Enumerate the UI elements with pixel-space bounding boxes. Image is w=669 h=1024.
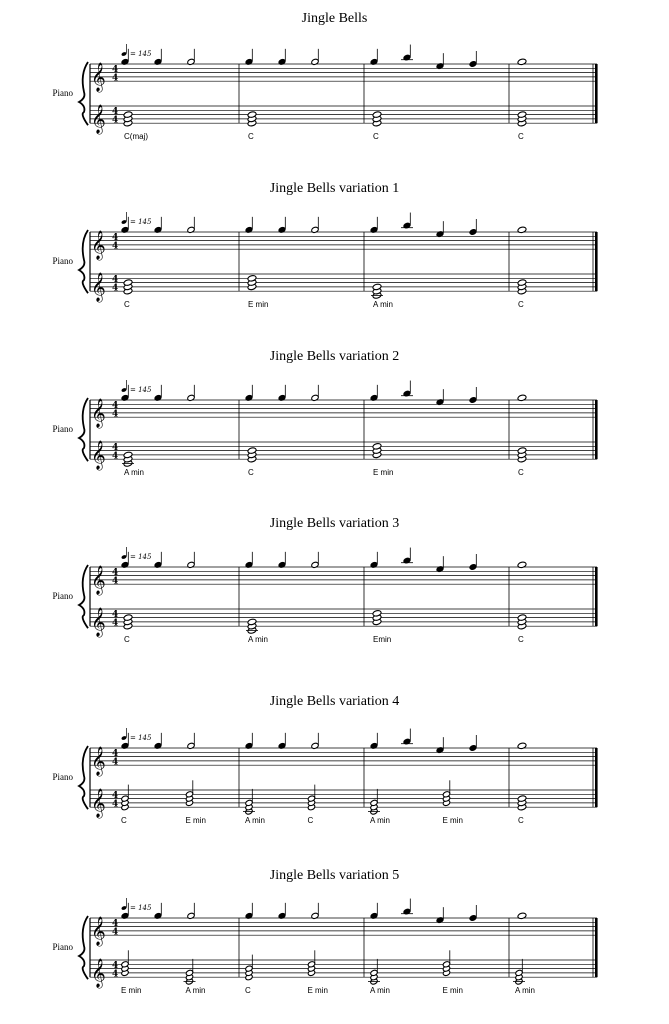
time-signature-bottom: 4: [112, 576, 119, 587]
instrument-label: Piano: [52, 256, 73, 266]
chord-label: C: [307, 816, 314, 826]
final-barline-thick: [595, 748, 598, 807]
instrument-label: Piano: [52, 88, 73, 98]
tempo-marking: [121, 898, 152, 912]
tempo-value: = 145: [130, 734, 152, 742]
time-signature-bottom: 4: [112, 283, 119, 294]
chord-label: C: [518, 816, 524, 826]
time-signature-bottom: 4: [112, 73, 119, 84]
piece-title: Jingle Bells: [301, 11, 368, 26]
tempo-value: = 145: [130, 553, 152, 561]
treble-clef-icon: 𝄞: [91, 607, 106, 637]
treble-clef-icon: 𝄞: [91, 398, 106, 428]
piece-title: Jingle Bells variation 2: [269, 349, 400, 364]
chord-label: C: [373, 132, 379, 142]
time-signature-top: 4: [112, 275, 119, 286]
chord-label: C: [248, 468, 254, 478]
time-signature-top: 4: [112, 749, 119, 760]
chord-label: Emin: [373, 635, 392, 645]
chord-label: C: [518, 468, 524, 478]
final-barline-thick: [595, 232, 598, 291]
system: [52, 694, 597, 825]
chord-label: A min: [370, 816, 391, 826]
chord-label: C: [518, 132, 524, 142]
chord-label: E min: [248, 300, 269, 310]
treble-clef-icon: 𝄞: [91, 916, 106, 946]
system: [52, 11, 597, 141]
piano-brace-icon: [79, 398, 88, 461]
piece-title: Jingle Bells variation 1: [269, 181, 400, 196]
tempo-marking: [121, 547, 152, 561]
melody-note: [517, 742, 526, 749]
tempo-marking: [121, 728, 152, 742]
tempo-value: = 145: [130, 904, 152, 912]
piece-title: Jingle Bells variation 5: [269, 868, 400, 883]
treble-clef-icon: 𝄞: [91, 440, 106, 470]
time-signature-bottom: 4: [112, 115, 119, 126]
piece-title: Jingle Bells variation 3: [269, 516, 400, 531]
time-signature-bottom: 4: [112, 757, 119, 768]
final-barline-thick: [595, 567, 598, 626]
time-signature-bottom: 4: [112, 799, 119, 810]
treble-clef-icon: 𝄞: [91, 746, 106, 776]
time-signature-bottom: 4: [112, 241, 119, 252]
melody-note: [517, 58, 526, 65]
chord-label: A min: [245, 816, 266, 826]
tempo-marking: [121, 380, 152, 394]
treble-clef-icon: 𝄞: [91, 788, 106, 818]
piano-brace-icon: [79, 746, 88, 809]
chord-label: E min: [121, 986, 142, 996]
instrument-label: Piano: [52, 772, 73, 782]
chord-label: C(maj): [124, 132, 148, 142]
system: [52, 349, 597, 477]
piano-brace-icon: [79, 230, 88, 293]
chord-label: C: [124, 300, 130, 310]
tempo-marking: [121, 44, 152, 58]
treble-clef-icon: 𝄞: [91, 62, 106, 92]
chord-label: A min: [124, 468, 145, 478]
time-signature-top: 4: [112, 791, 119, 802]
treble-clef-icon: 𝄞: [91, 230, 106, 260]
melody-note: [517, 561, 526, 568]
system: [52, 181, 597, 309]
chord-label: C: [248, 132, 254, 142]
melody-note: [517, 226, 526, 233]
chord-label: E min: [442, 816, 463, 826]
time-signature-top: 4: [112, 919, 119, 930]
chord-label: A min: [373, 300, 394, 310]
chord-label: C: [121, 816, 127, 826]
time-signature-bottom: 4: [112, 618, 119, 629]
chord-label: E min: [442, 986, 463, 996]
time-signature-top: 4: [112, 233, 119, 244]
chord-label: E min: [307, 986, 328, 996]
treble-clef-icon: 𝄞: [91, 104, 106, 134]
chord-label: A min: [185, 986, 206, 996]
time-signature-bottom: 4: [112, 969, 119, 980]
time-signature-top: 4: [112, 401, 119, 412]
instrument-label: Piano: [52, 942, 73, 952]
chord-label: C: [518, 635, 524, 645]
treble-clef-icon: 𝄞: [91, 272, 106, 302]
system: [52, 516, 597, 644]
time-signature-bottom: 4: [112, 451, 119, 462]
chord-label: A min: [370, 986, 391, 996]
chord-label: A min: [248, 635, 269, 645]
system: [52, 868, 597, 995]
treble-clef-icon: 𝄞: [91, 565, 106, 595]
tempo-marking: [121, 212, 152, 226]
tempo-value: = 145: [130, 218, 152, 226]
treble-clef-icon: 𝄞: [91, 958, 106, 988]
chord-label: C: [518, 300, 524, 310]
melody-note: [517, 394, 526, 401]
piece-title: Jingle Bells variation 4: [269, 694, 400, 709]
chord-label: E min: [185, 816, 206, 826]
melody-note: [517, 912, 526, 919]
piano-brace-icon: [79, 62, 88, 125]
time-signature-top: 4: [112, 107, 119, 118]
instrument-label: Piano: [52, 591, 73, 601]
time-signature-top: 4: [112, 961, 119, 972]
time-signature-top: 4: [112, 443, 119, 454]
chord-label: C: [124, 635, 130, 645]
time-signature-bottom: 4: [112, 409, 119, 420]
piano-brace-icon: [79, 916, 88, 979]
final-barline-thick: [595, 64, 598, 123]
instrument-label: Piano: [52, 424, 73, 434]
final-barline-thick: [595, 400, 598, 459]
time-signature-top: 4: [112, 65, 119, 76]
final-barline-thick: [595, 918, 598, 977]
piano-brace-icon: [79, 565, 88, 628]
chord-label: E min: [373, 468, 394, 478]
time-signature-top: 4: [112, 568, 119, 579]
tempo-value: = 145: [130, 50, 152, 58]
time-signature-bottom: 4: [112, 927, 119, 938]
time-signature-top: 4: [112, 610, 119, 621]
tempo-value: = 145: [130, 386, 152, 394]
chord-label: C: [245, 986, 251, 996]
chord-label: A min: [515, 986, 536, 996]
